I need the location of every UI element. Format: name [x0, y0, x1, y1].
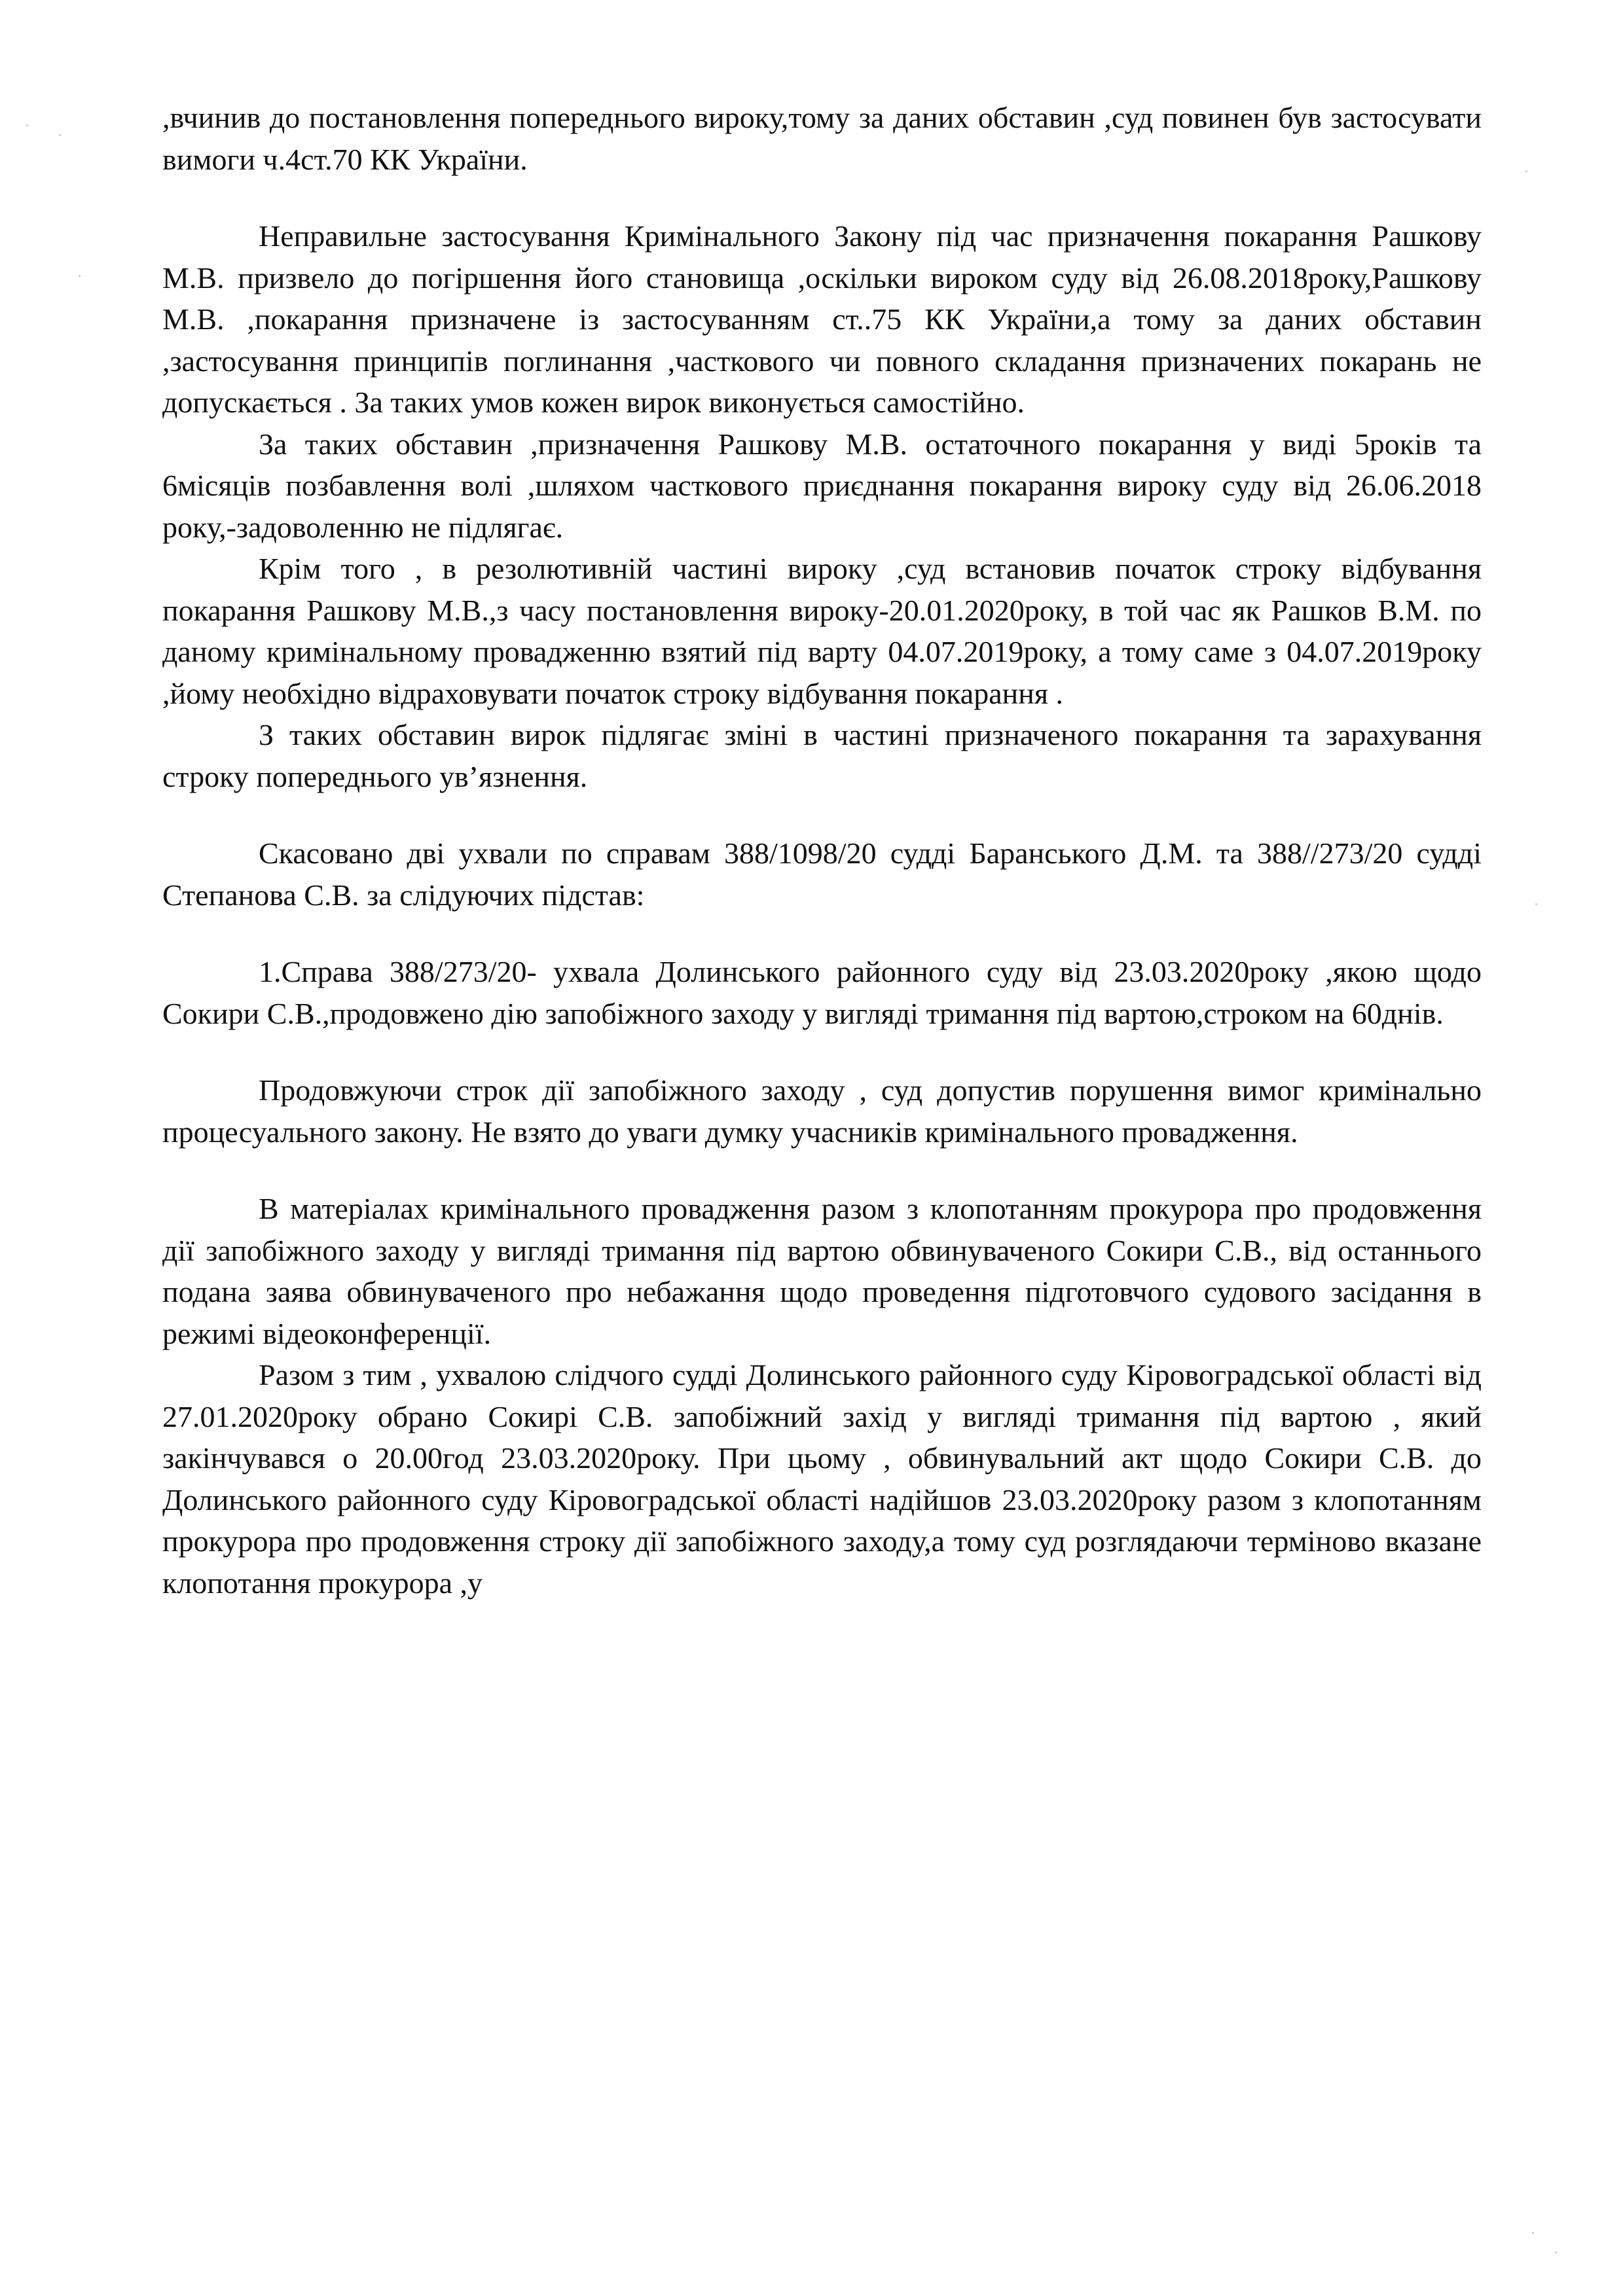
paragraph-case-materials: В матеріалах кримінального провадження разом з клопотанням прокурора про продовження дії запобіжного заходу у вигляді тримання під вартою обвинуваченого Сокири С.В., від останнього подана заява обвинуваченого про небажання щодо проведення підготовчого судового засідання в режимі відеоконференції.	[162, 1192, 1482, 1350]
scan-speck	[1555, 2251, 1557, 2253]
scan-speck	[26, 124, 28, 126]
paragraph-verdict-amended: З таких обставин вирок підлягає зміні в частині призначеного покарання та зарахування строку попереднього ув’язнення.	[162, 718, 1482, 793]
scan-speck	[79, 275, 81, 277]
paragraph-final-sentence-not-granted: За таких обставин ,призначення Рашкову М.В. остаточного покарання у виді 5років та 6місяців позбавлення волі ,шляхом часткового приєднання покарання вироку суду від 26.06.2018 року,-задоволенню не підлягає.	[162, 427, 1482, 544]
scan-speck	[59, 134, 61, 136]
paragraph-misapplication-of-law: Неправильне застосування Кримінального Закону під час призначення покарання Рашкову М.В. призвело до погіршення його становища ,оскільки вироком суду від 26.08.2018року,Рашкову М.В. ,покарання призначене із застосуванням ст..75 КК України,а тому за даних обставин ,застосування принципів поглинання ,часткового чи повного складання призначених покарань не допускається . За таких умов кожен вирок виконується самостійно.	[162, 219, 1482, 419]
scan-speck	[1532, 2232, 1534, 2234]
paragraph-procedural-violation: Продовжуючи строк дії запобіжного заходу , суд допустив порушення вимог кримінально процесуального закону. Не взято до уваги думку учасників кримінального провадження.	[162, 1073, 1482, 1149]
paragraph-two-rulings-cancelled: Скасовано дві ухвали по справам 388/1098/20 судді Баранського Д.М. та 388//273/20 судді Степанова С.В. за слідуючих підстав:	[162, 836, 1482, 912]
scan-speck	[1535, 903, 1537, 905]
paragraph-case-1: 1.Справа 388/273/20- ухвала Долинського районного суду від 23.03.2020року ,якою щодо Сокири С.В.,продовжено дію запобіжного заходу у вигляді тримання під вартою,строком на 60днів.	[162, 955, 1482, 1030]
paragraph-at-the-same-time: Разом з тим , ухвалою слідчого судді Долинського районного суду Кіровоградської області від 27.01.2020року обрано Сокирі С.В. запобіжний захід у вигляді тримання під вартою , який закінчувався о 20.00год 23.03.2020року. При цьому , обвинувальний акт щодо Сокири С.В. до Долинського районного суду Кіровоградської області надійшов 23.03.2020року разом з клопотанням прокурора про продовження строку дії запобіжного заходу,а тому суд розглядаючи терміново вказане клопотання прокурора ,у	[162, 1358, 1482, 1600]
paragraph-sentence-start-date: Крім того , в резолютивній частині вироку ,суд встановив початок строку відбування покарання Рашкову М.В.,з часу постановлення вироку-20.01.2020року, в той час як Рашков В.М. по даному кримінальному провадженню взятий під варту 04.07.2019року, а тому саме з 04.07.2019року ,йому необхідно відраховувати початок строку відбування покарання .	[162, 552, 1482, 710]
scan-speck	[1525, 170, 1527, 172]
paragraph-continuation: ,вчинив до постановлення попереднього вироку,тому за даних обставин ,суд повинен був застосувати вимоги ч.4ст.70 КК України.	[162, 101, 1482, 176]
document-page	[162, 97, 1482, 1604]
